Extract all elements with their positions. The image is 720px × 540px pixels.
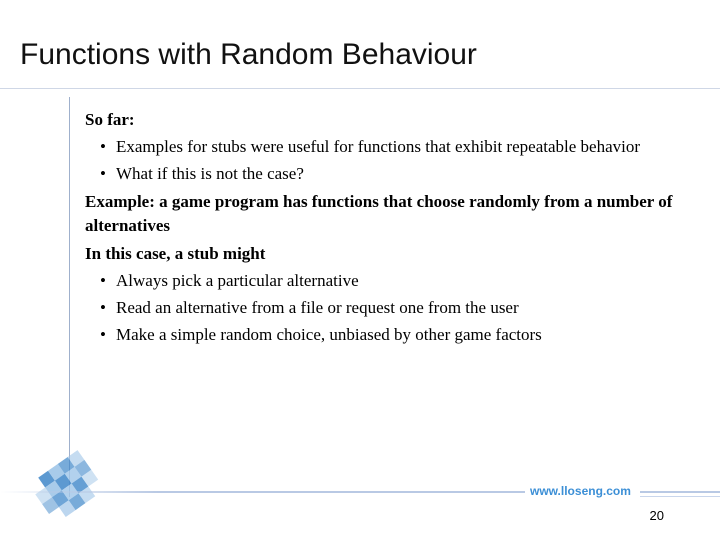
list-item bbox=[85, 297, 685, 319]
decorative-checker-pattern bbox=[20, 440, 140, 525]
page-number: 20 bbox=[649, 508, 664, 523]
list-item bbox=[85, 136, 685, 158]
slide-body bbox=[85, 108, 685, 351]
list-item bbox=[85, 270, 685, 292]
bullet-list-so-far bbox=[85, 136, 685, 185]
footer-divider-right-thin bbox=[640, 496, 720, 497]
footer-divider-left bbox=[0, 491, 525, 493]
list-item bbox=[85, 163, 685, 185]
bullet-text: Always pick a particular alternative bbox=[116, 271, 359, 290]
bullet-icon: • bbox=[100, 325, 106, 344]
section-heading-example: Example: a game program has functions that choose randomly from a number of alternatives bbox=[85, 192, 673, 235]
bullet-text: Examples for stubs were useful for functions that exhibit repeatable behavior bbox=[116, 137, 640, 156]
bullet-icon: • bbox=[100, 164, 106, 183]
title-divider bbox=[0, 88, 720, 89]
section-heading-in-this-case: In this case, a stub might bbox=[85, 244, 266, 263]
list-item bbox=[85, 324, 685, 346]
checker-tiles bbox=[28, 450, 105, 524]
footer-url: www.lloseng.com bbox=[530, 484, 631, 498]
bullet-list-stub-options bbox=[85, 270, 685, 346]
bullet-icon: • bbox=[100, 271, 106, 290]
slide-title: Functions with Random Behaviour bbox=[20, 38, 477, 71]
footer-divider-right bbox=[640, 491, 720, 493]
section-heading-so-far: So far: bbox=[85, 110, 135, 129]
bullet-icon: • bbox=[100, 298, 106, 317]
bullet-text: What if this is not the case? bbox=[116, 164, 304, 183]
bullet-icon: • bbox=[100, 137, 106, 156]
bullet-text: Make a simple random choice, unbiased by other game factors bbox=[116, 325, 542, 344]
bullet-text: Read an alternative from a file or request one from the user bbox=[116, 298, 519, 317]
content-left-rule bbox=[69, 97, 70, 497]
